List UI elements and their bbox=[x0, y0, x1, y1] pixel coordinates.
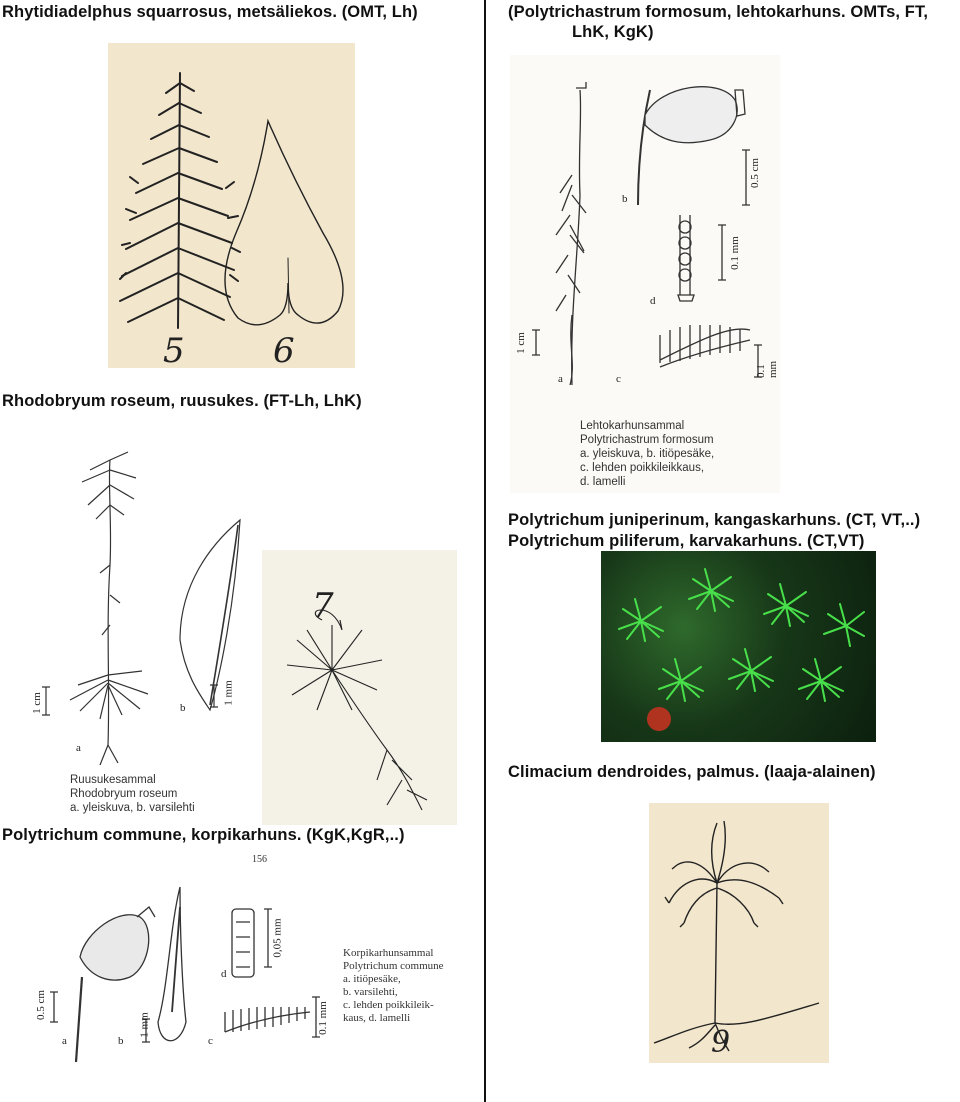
label-b: b bbox=[622, 193, 628, 205]
label-c: c bbox=[616, 373, 621, 385]
legend-line: Korpikarhunsammal bbox=[343, 947, 434, 959]
rhytidiadelphus-drawing bbox=[108, 43, 355, 368]
rhytidiadelphus-illustration bbox=[108, 43, 355, 371]
legend-line: a. itiöpesäke, bbox=[343, 973, 401, 985]
caption-piliferum: Polytrichum piliferum, karvakarhuns. (CT,VT) bbox=[508, 532, 865, 550]
legend-line: kaus, d. lamelli bbox=[343, 1012, 411, 1024]
legend-line: Rhodobryum roseum bbox=[70, 788, 178, 800]
column-divider bbox=[484, 0, 486, 1102]
label-a: a bbox=[62, 1035, 67, 1047]
climacium-illustration bbox=[649, 803, 829, 1063]
caption-polytrichastrum-line1: (Polytrichastrum formosum, lehtokarhuns. OMTs, FT, bbox=[508, 3, 928, 21]
rhodobryum-legend bbox=[70, 773, 195, 815]
polytrichum-photo bbox=[601, 551, 876, 742]
legend-line: d. lamelli bbox=[580, 476, 626, 488]
label-b: b bbox=[118, 1035, 124, 1047]
label-d: d bbox=[650, 295, 656, 307]
moss-photo-stars bbox=[601, 551, 876, 742]
climacium-drawing bbox=[649, 803, 829, 1063]
caption-juniperinum: Polytrichum juniperinum, kangaskarhuns. (CT, VT,..) bbox=[508, 511, 921, 529]
scale-01mm: 0.1 mm bbox=[316, 1001, 329, 1035]
legend-line: c. lehden poikkileikkaus, bbox=[580, 462, 705, 474]
legend-line: Lehtokarhunsammal bbox=[580, 420, 685, 432]
caption-polytrichastrum-line2: LhK, KgK) bbox=[572, 23, 654, 41]
scale-05cm: 0.5 cm bbox=[748, 158, 761, 188]
label-a: a bbox=[558, 373, 563, 385]
scale-01mm-c: 0.1 mm bbox=[755, 360, 779, 378]
polytrichastrum-illustration bbox=[510, 55, 780, 493]
caption-rhytidiadelphus: Rhytidiadelphus squarrosus, metsäliekos. (OMT, Lh) bbox=[2, 3, 418, 21]
caption-rhodobryum: Rhodobryum roseum, ruusukes. (FT-Lh, LhK) bbox=[2, 392, 362, 410]
rhodobryum-illustration bbox=[30, 425, 280, 825]
figure-number-6: 6 bbox=[273, 331, 295, 371]
caption-climacium: Climacium dendroides, palmus. (laaja-alainen) bbox=[508, 763, 876, 781]
legend-line: Polytrichastrum formosum bbox=[580, 434, 714, 446]
label-c: c bbox=[208, 1035, 213, 1047]
label-d: d bbox=[221, 968, 227, 980]
page-number: 156 bbox=[252, 854, 267, 865]
figure-number-5: 5 bbox=[163, 331, 185, 371]
legend-line: c. lehden poikkileik- bbox=[343, 999, 434, 1011]
figure-number-7: 7 bbox=[312, 586, 334, 626]
legend-line: b. varsilehti, bbox=[343, 986, 398, 998]
legend-line: a. yleiskuva, b. itiöpesäke, bbox=[580, 448, 715, 460]
legend-line: Ruusukesammal bbox=[70, 774, 156, 786]
legend-line: Polytrichum commune bbox=[343, 960, 444, 972]
scale-005mm: 0,05 mm bbox=[271, 918, 284, 958]
label-a: a bbox=[76, 742, 81, 754]
scale-1cm: 1 cm bbox=[514, 332, 527, 354]
scale-1mm: 1 mm bbox=[222, 680, 235, 706]
scale-05cm: 0.5 cm bbox=[34, 990, 47, 1020]
rosette-drawing bbox=[262, 550, 457, 825]
legend-line: a. yleiskuva, b. varsilehti bbox=[70, 802, 195, 814]
scale-01mm-d: 0.1 mm bbox=[728, 236, 741, 270]
rhodobryum-rosette-illustration bbox=[262, 550, 457, 825]
scale-1cm: 1 cm bbox=[30, 692, 43, 714]
scale-1mm: 1 mm bbox=[138, 1012, 151, 1038]
figure-number-9: 9 bbox=[711, 1025, 731, 1060]
commune-illustration bbox=[34, 847, 460, 1077]
caption-commune: Polytrichum commune, korpikarhuns. (KgK,KgR,..) bbox=[2, 826, 405, 844]
commune-legend bbox=[343, 947, 444, 1025]
rhodobryum-drawing bbox=[30, 425, 280, 825]
polytrichastrum-legend bbox=[580, 419, 714, 489]
label-b: b bbox=[180, 702, 186, 714]
